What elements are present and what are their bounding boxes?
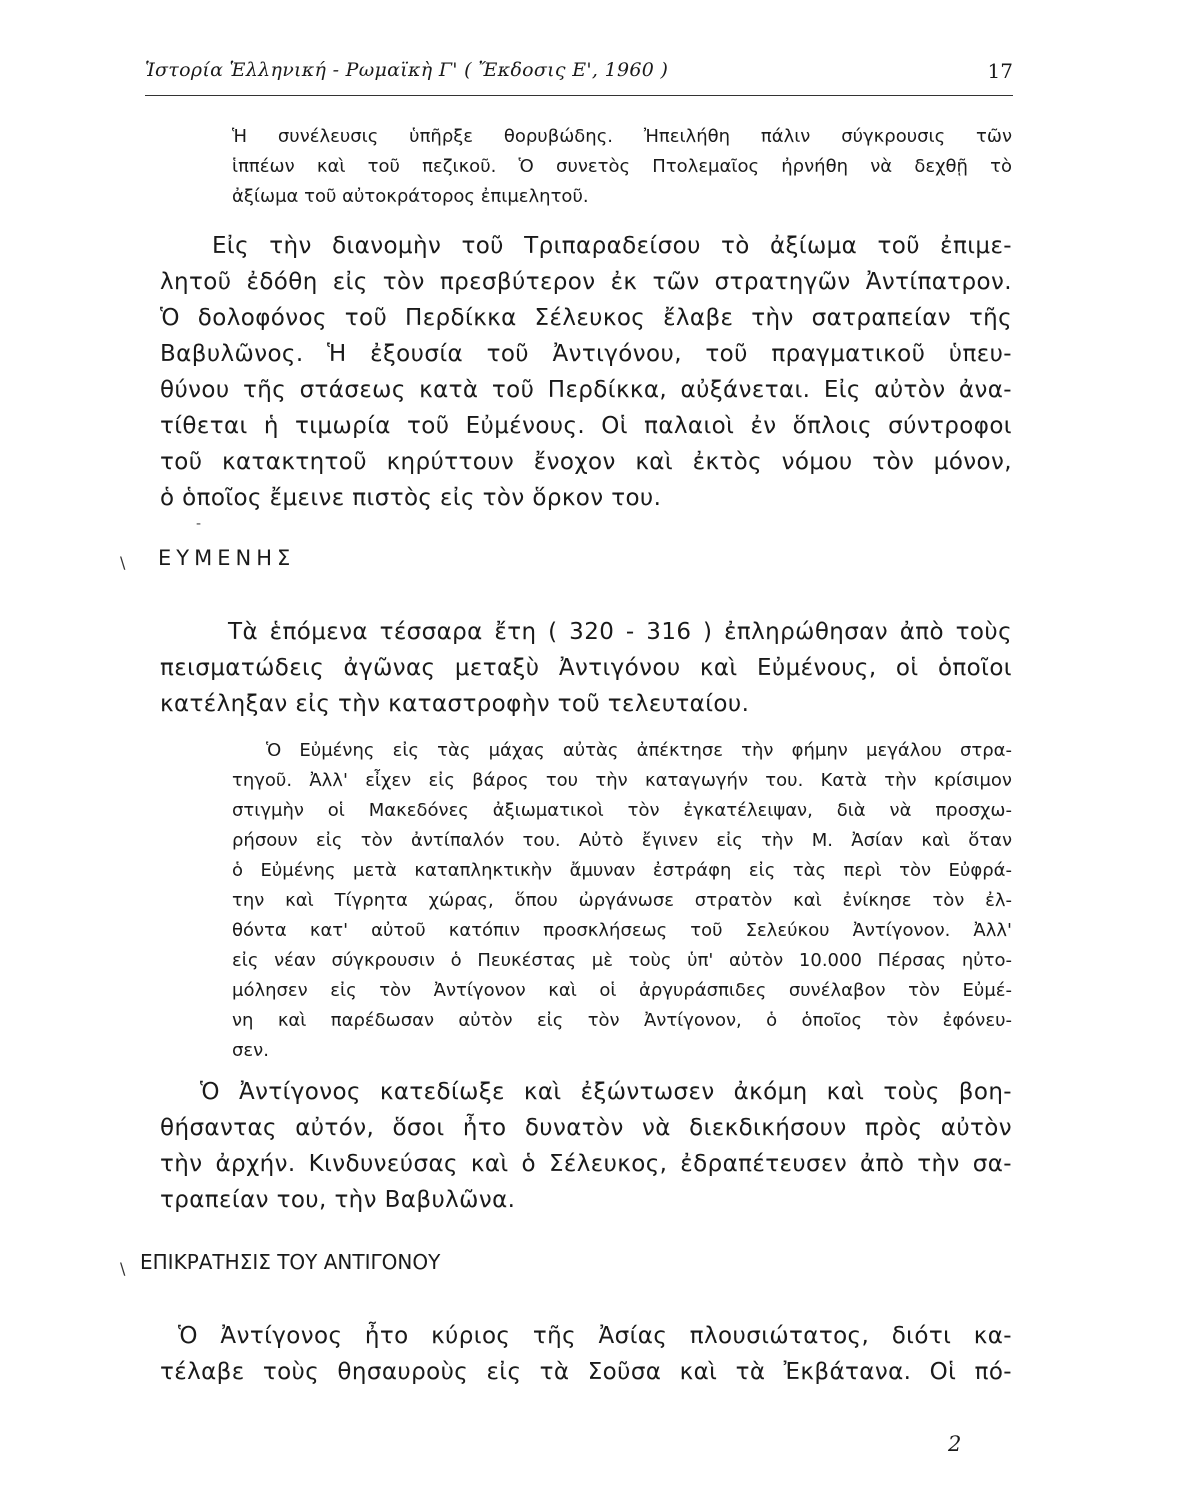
- paragraph-4: [160, 1318, 1012, 1390]
- text-line: τὴν ἀρχήν. Κινδυνεύσας καὶ ὁ Σέλευκος, ἐδραπέτευσεν ἀπὸ τὴν σα-: [160, 1151, 1012, 1177]
- text-line: Ὁ Εὐμένης εἰς τὰς μάχας αὐτὰς ἀπέκτησε τὴν φήμην μεγάλου στρα-: [266, 740, 1012, 761]
- text-line: λητοῦ ἐδόθη εἰς τὸν πρεσβύτερον ἐκ τῶν στρατηγῶν Ἀντίπατρον.: [160, 269, 1012, 295]
- paragraph-3: [160, 1074, 1012, 1218]
- note-block-2: [232, 736, 1012, 1066]
- text-line: την καὶ Τίγρητα χώρας, ὅπου ὠργάνωσε στρατὸν καὶ ἐνίκησε τὸν ἐλ-: [232, 890, 1012, 911]
- text-line: Ἡ συνέλευσις ὑπῆρξε θορυβώδης. Ἠπειλήθη πάλιν σύγκρουσις τῶν: [232, 126, 1012, 147]
- text-line: ἀξίωμα τοῦ αὐτοκράτορος ἐπιμελητοῦ.: [232, 186, 589, 207]
- text-line: ὁ Εὐμένης μετὰ καταπληκτικὴν ἄμυναν ἐστράφη εἰς τὰς περὶ τὸν Εὐφρά-: [232, 860, 1012, 881]
- text-line: σεν.: [232, 1040, 269, 1061]
- text-line: θήσαντας αὐτόν, ὅσοι ἦτο δυνατὸν νὰ διεκδικήσουν πρὸς αὐτὸν: [160, 1115, 1012, 1141]
- text-line: Βαβυλῶνος. Ἡ ἐξουσία τοῦ Ἀντιγόνου, τοῦ πραγματικοῦ ὑπευ-: [160, 341, 1012, 367]
- section-heading-antigonus: ΕΠΙΚΡΑΤΗΣΙΣ ΤΟΥ ΑΝΤΙΓΟΝΟΥ: [140, 1250, 441, 1274]
- text-line: τέλαβε τοὺς θησαυροὺς εἰς τὰ Σοῦσα καὶ τὰ Ἐκβάτανα. Οἱ πό-: [160, 1359, 1012, 1385]
- text-line: ἱππέων καὶ τοῦ πεζικοῦ. Ὁ συνετὸς Πτολεμαῖος ἠρνήθη νὰ δεχθῇ τὸ: [232, 156, 1012, 177]
- text-line: μόλησεν εἰς τὸν Ἀντίγονον καὶ οἱ ἀργυράσπιδες συνέλαβον τὸν Εὐμέ-: [232, 980, 1012, 1001]
- text-line: Ὁ Ἀντίγονος ἦτο κύριος τῆς Ἀσίας πλουσιώτατος, διότι κα-: [178, 1323, 1012, 1349]
- text-line: πεισματώδεις ἀγῶνας μεταξὺ Ἀντιγόνου καὶ Εὐμένους, οἱ ὁποῖοι: [160, 655, 1012, 681]
- text-line: Τὰ ἑπόμενα τέσσαρα ἔτη ( 320 - 316 ) ἐπληρώθησαν ἀπὸ τοὺς: [228, 619, 1012, 645]
- text-line: τίθεται ἡ τιμωρία τοῦ Εὐμένους. Οἱ παλαιοὶ ἐν ὅπλοις σύντροφοι: [160, 413, 1012, 439]
- note-block-1: [232, 122, 1012, 212]
- text-line: Ὁ Ἀντίγονος κατεδίωξε καὶ ἐξώντωσεν ἀκόμη καὶ τοὺς βοη-: [200, 1079, 1012, 1105]
- text-line: ὁ ὁποῖος ἔμεινε πιστὸς εἰς τὸν ὅρκον του.: [160, 485, 662, 511]
- text-line: στιγμὴν οἱ Μακεδόνες ἀξιωματικοὶ τὸν ἐγκατέλειψαν, διὰ νὰ προσχω-: [232, 800, 1012, 821]
- text-line: εἰς νέαν σύγκρουσιν ὁ Πευκέστας μὲ τοὺς ὑπ' αὐτὸν 10.000 Πέρσας ηὐτο-: [232, 950, 1012, 971]
- paragraph-2: [160, 614, 1012, 722]
- text-line: νη καὶ παρέδωσαν αὐτὸν εἰς τὸν Ἀντίγονον, ὁ ὁποῖος τὸν ἐφόνευ-: [232, 1010, 1012, 1031]
- paragraph-1: [160, 228, 1012, 516]
- section-heading-eumenes: ΕΥΜΕΝΗΣ: [158, 546, 296, 570]
- text-line: τοῦ κατακτητοῦ κηρύττουν ἔνοχον καὶ ἐκτὸς νόμου τὸν μόνον,: [160, 449, 1012, 475]
- running-header: [145, 55, 1013, 96]
- text-line: θύνου τῆς στάσεως κατὰ τοῦ Περδίκκα, αὐξάνεται. Εἰς αὐτὸν ἀνα-: [160, 377, 1012, 403]
- text-line: ρήσουν εἰς τὸν ἀντίπαλόν του. Αὐτὸ ἔγινεν εἰς τὴν Μ. Ἀσίαν καὶ ὅταν: [232, 830, 1012, 851]
- header-title: Ἱστορία Ἑλληνική - Ρωμαϊκὴ Γ' ( Ἔκδοσις Ε', 1960 ): [145, 59, 669, 81]
- text-line: Ὁ δολοφόνος τοῦ Περδίκκα Σέλευκος ἔλαβε τὴν σατραπείαν τῆς: [160, 305, 1012, 331]
- text-line: κατέληξαν εἰς τὴν καταστροφὴν τοῦ τελευταίου.: [160, 691, 750, 717]
- page-number: 17: [987, 59, 1013, 83]
- margin-dash-mark: -: [196, 516, 202, 532]
- signature-number: 2: [948, 1432, 962, 1456]
- text-line: τηγοῦ. Ἀλλ' εἶχεν εἰς βάρος του τὴν καταγωγήν του. Κατὰ τὴν κρίσιμον: [232, 770, 1012, 791]
- text-line: θόντα κατ' αὐτοῦ κατόπιν προσκλήσεως τοῦ Σελεύκου Ἀντίγονον. Ἀλλ': [232, 920, 1012, 941]
- margin-bullet-mark: \: [120, 1259, 126, 1278]
- text-line: Εἰς τὴν διανομὴν τοῦ Τριπαραδείσου τὸ ἀξίωμα τοῦ ἐπιμε-: [212, 233, 1012, 259]
- text-line: τραπείαν του, τὴν Βαβυλῶνα.: [160, 1187, 516, 1213]
- margin-bullet-mark: \: [120, 553, 126, 572]
